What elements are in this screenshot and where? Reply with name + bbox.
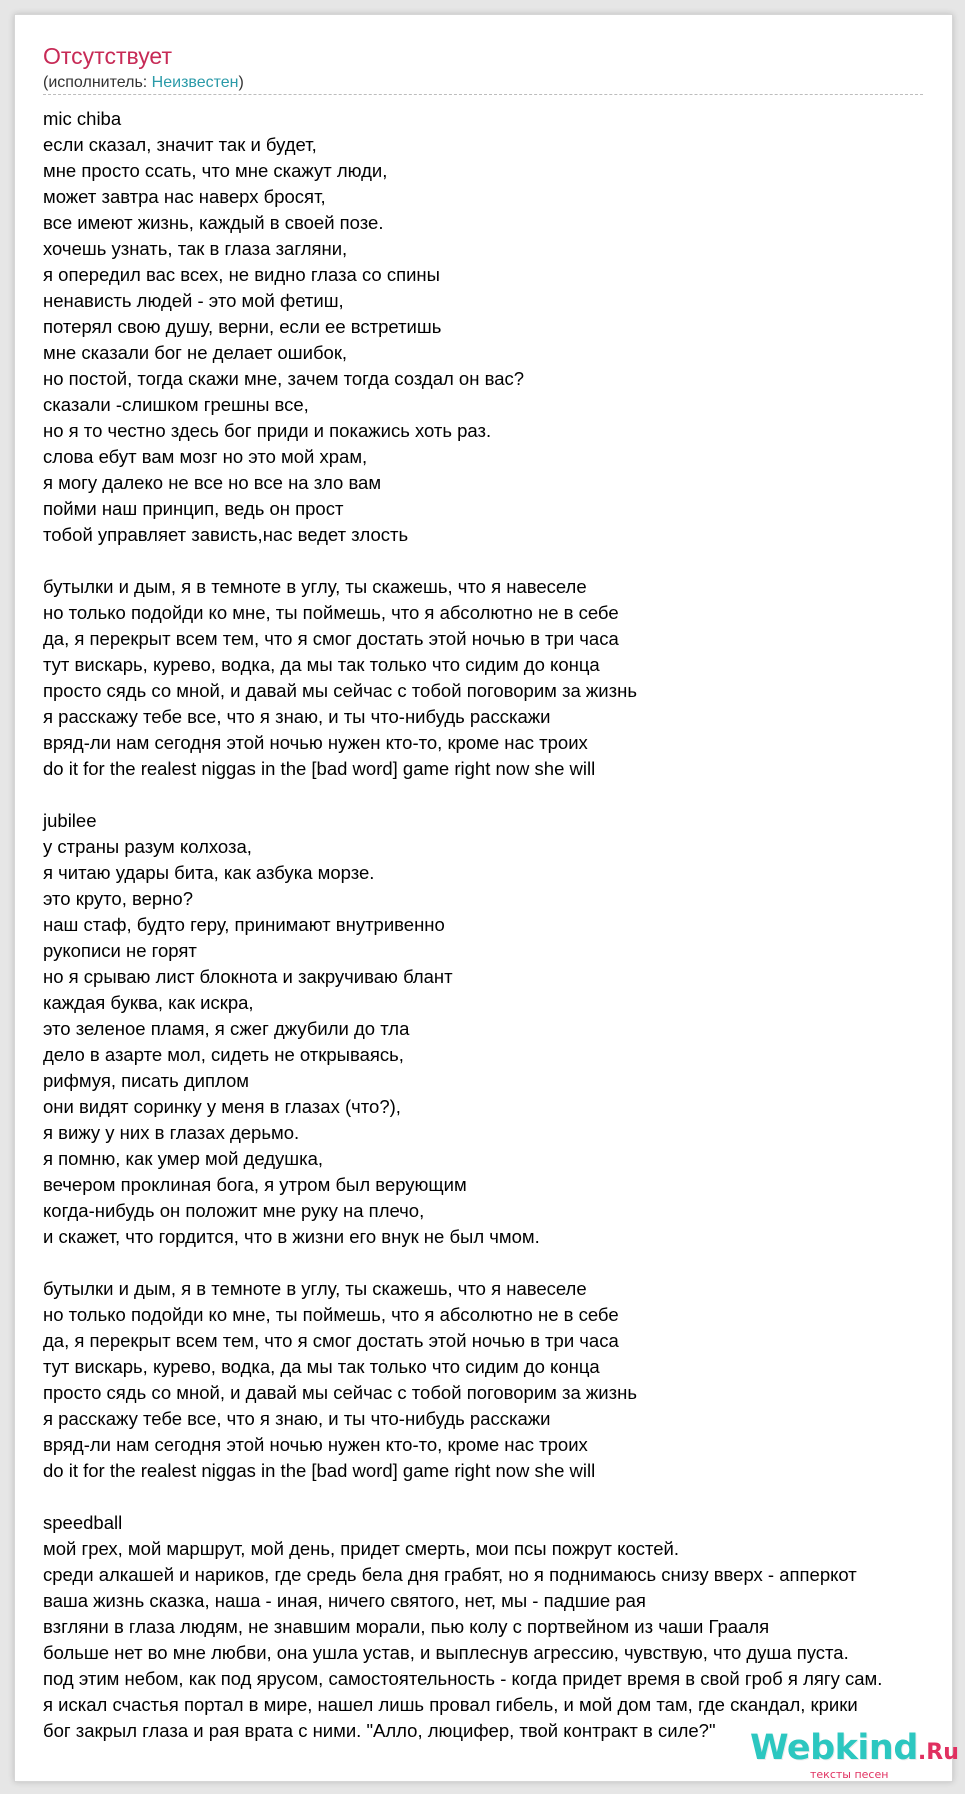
lyric-line: мой грех, мой маршрут, мой день, придет смерть, мои псы пожрут костей. — [43, 1538, 680, 1559]
lyric-line: слова ебут вам мозг но это мой храм, — [43, 446, 368, 467]
lyric-line: я расскажу тебе все, что я знаю, и ты что-нибудь расскажи — [43, 706, 551, 727]
lyric-line: вряд-ли нам сегодня этой ночью нужен кто-то, кроме нас троих — [43, 732, 588, 753]
lyric-line: я вижу у них в глазах дерьмо. — [43, 1122, 300, 1143]
lyric-line: но постой, тогда скажи мне, зачем тогда создал он вас? — [43, 368, 525, 389]
lyric-line: рифмуя, писать диплом — [43, 1070, 250, 1091]
lyric-line — [43, 548, 948, 574]
lyric-line: бутылки и дым, я в темноте в углу, ты скажешь, что я навеселе — [43, 576, 587, 597]
lyric-line: они видят соринку у меня в глазах (что?), — [43, 1096, 401, 1117]
lyrics-text — [43, 106, 948, 1744]
artist-line — [43, 74, 244, 92]
lyric-line: я помню, как умер мой дедушка, — [43, 1148, 324, 1169]
lyric-line: когда-нибудь он положит мне руку на плечо, — [43, 1200, 425, 1221]
lyric-line — [43, 1250, 948, 1276]
lyric-line: я опередил вас всех, не видно глаза со спины — [43, 264, 440, 285]
lyric-line: больше нет во мне любви, она ушла устав, и выплеснув агрессию, чувствую, что душа пуста. — [43, 1642, 849, 1663]
lyric-line: пойми наш принцип, ведь он прост — [43, 498, 344, 519]
lyric-line: каждая буква, как искра, — [43, 992, 254, 1013]
lyric-line: дело в азарте мол, сидеть не открываясь, — [43, 1044, 404, 1065]
lyric-line: но я то честно здесь бог приди и покажись хоть раз. — [43, 420, 492, 441]
lyric-line: do it for the realest niggas in the [bad word] game right now she will — [43, 1460, 596, 1481]
lyric-line: бутылки и дым, я в темноте в углу, ты скажешь, что я навеселе — [43, 1278, 587, 1299]
title-divider — [43, 94, 923, 95]
lyric-line: среди алкашей и нариков, где средь бела дня грабят, но я поднимаюсь снизу вверх - апперкот — [43, 1564, 857, 1585]
lyric-line: мне просто ссать, что мне скажут люди, — [43, 160, 388, 181]
lyric-line: я искал счастья портал в мире, нашел лишь провал гибель, и мой дом там, где скандал, крики — [43, 1694, 858, 1715]
lyric-line: у страны разум колхоза, — [43, 836, 252, 857]
lyric-line: это зеленое пламя, я сжег джубили до тла — [43, 1018, 410, 1039]
lyric-line: просто сядь со мной, и давай мы сейчас с тобой поговорим за жизнь — [43, 680, 637, 701]
lyric-line: тут вискарь, курево, водка, да мы так только что сидим до конца — [43, 654, 600, 675]
lyric-line — [43, 1484, 948, 1510]
artist-link[interactable]: Неизвестен — [151, 74, 239, 91]
lyric-line: да, я перекрыт всем тем, что я смог достать этой ночью в три часа — [43, 1330, 619, 1351]
lyric-line: тобой управляет зависть,нас ведет злость — [43, 524, 409, 545]
lyric-line: но только подойди ко мне, ты поймешь, что я абсолютно не в себе — [43, 602, 619, 623]
lyric-line: ваша жизнь сказка, наша - иная, ничего святого, нет, мы - падшие рая — [43, 1590, 646, 1611]
lyric-line: рукописи не горят — [43, 940, 197, 961]
lyric-line: тут вискарь, курево, водка, да мы так только что сидим до конца — [43, 1356, 600, 1377]
lyric-line — [43, 782, 948, 808]
lyric-line: под этим небом, как под ярусом, самостоятельность - когда придет время в свой гроб я лягу сам. — [43, 1668, 883, 1689]
lyric-line: jubilee — [43, 810, 97, 831]
lyric-line: я расскажу тебе все, что я знаю, и ты что-нибудь расскажи — [43, 1408, 551, 1429]
lyric-line: вечером проклиная бога, я утром был верующим — [43, 1174, 467, 1195]
webkind-logo[interactable] — [750, 1728, 959, 1781]
lyric-line: do it for the realest niggas in the [bad word] game right now she will — [43, 758, 596, 779]
artist-suffix: ) — [238, 74, 244, 91]
lyric-line: это круто, верно? — [43, 888, 193, 909]
song-title: Отсутствует — [43, 43, 172, 69]
lyric-line: да, я перекрыт всем тем, что я смог достать этой ночью в три часа — [43, 628, 619, 649]
lyric-line: потерял свою душу, верни, если ее встретишь — [43, 316, 442, 337]
logo-suffix: .Ru — [917, 1740, 959, 1765]
lyric-line: но только подойди ко мне, ты поймешь, что я абсолютно не в себе — [43, 1304, 619, 1325]
lyric-line: если сказал, значит так и будет, — [43, 134, 317, 155]
lyric-line: все имеют жизнь, каждый в своей позе. — [43, 212, 384, 233]
logo-main-text: Webkind — [750, 1728, 918, 1768]
lyric-line: speedball — [43, 1512, 123, 1533]
lyric-line: просто сядь со мной, и давай мы сейчас с тобой поговорим за жизнь — [43, 1382, 637, 1403]
lyric-line: мне сказали бог не делает ошибок, — [43, 342, 348, 363]
artist-prefix: (исполнитель: — [43, 74, 152, 91]
lyric-line: хочешь узнать, так в глаза загляни, — [43, 238, 348, 259]
lyrics-page — [14, 14, 959, 1782]
logo-tagline: тексты песен — [810, 1768, 889, 1781]
lyric-line: вряд-ли нам сегодня этой ночью нужен кто-то, кроме нас троих — [43, 1434, 588, 1455]
lyric-line: взгляни в глаза людям, не знавшим морали, пью колу с портвейном из чаши Грааля — [43, 1616, 770, 1637]
lyric-line: я могу далеко не все но все на зло вам — [43, 472, 382, 493]
lyric-line: и скажет, что гордится, что в жизни его внук не был чмом. — [43, 1226, 540, 1247]
lyric-line: наш стаф, будто геру, принимают внутривенно — [43, 914, 445, 935]
lyric-line: но я срываю лист блокнота и закручиваю блант — [43, 966, 453, 987]
lyric-line: сказали -слишком грешны все, — [43, 394, 309, 415]
lyric-line: бог закрыл глаза и рая врата с ними. "Алло, люцифер, твой контракт в силе?" — [43, 1720, 716, 1741]
lyric-line: я читаю удары бита, как азбука морзе. — [43, 862, 375, 883]
lyric-line: ненависть людей - это мой фетиш, — [43, 290, 344, 311]
lyric-line: mic chiba — [43, 108, 122, 129]
lyric-line: может завтра нас наверх бросят, — [43, 186, 326, 207]
